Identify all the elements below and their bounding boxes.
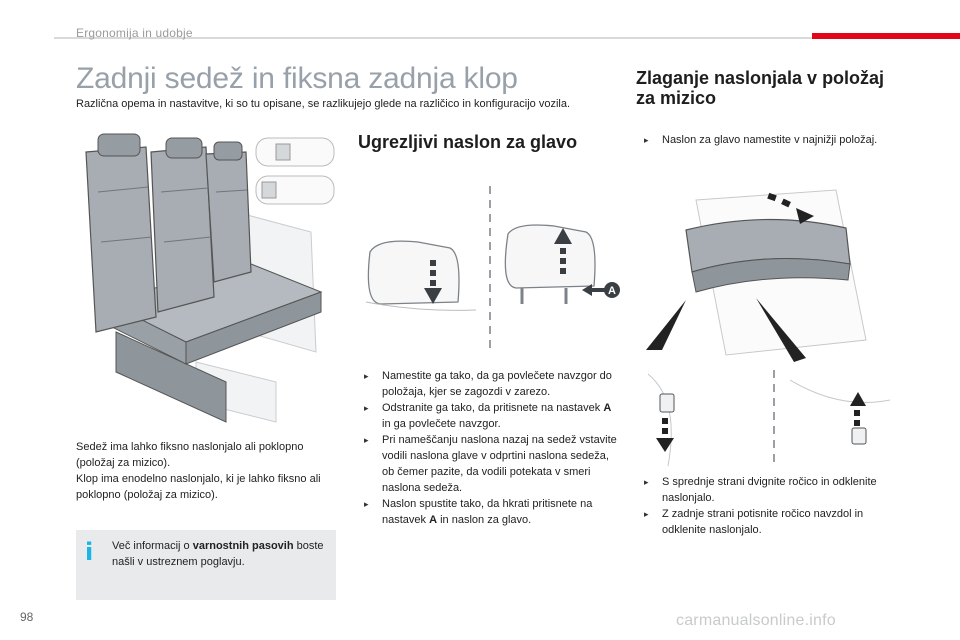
list-item (360, 400, 622, 432)
list-item: ▸ Z zadnje strani potisnite ročico navzdol in odklenite naslonjalo. (640, 506, 902, 538)
headrest-instructions (360, 368, 622, 528)
list-item-text: Naslon spustite tako, da hkrati pritisnete na nastavek (382, 498, 593, 526)
seat-description-line-2: Klop ima enodelno naslonjalo, ki je lahko fiksno ali poklopno (položaj za mizico). (76, 473, 321, 501)
headrest-illustration (358, 182, 622, 358)
list-item-text: Odstranite ga tako, da pritisnete na nastavek (382, 402, 604, 414)
list-item-emphasis: A (429, 514, 438, 526)
list-item-text-end: in naslon za glavo. (437, 514, 532, 526)
info-box (76, 530, 336, 600)
van-configuration-icons (252, 134, 338, 210)
table-position-step-list-bottom (640, 474, 902, 538)
info-text-pre: Več informacij o (112, 540, 193, 552)
folding-seat-illustration (636, 180, 902, 376)
header-accent-bar (812, 33, 960, 39)
table-position-step-list-top (640, 132, 890, 148)
seat-description-line-1: Sedež ima lahko fiksno naslonjalo ali poklopno (položaj za mizico). (76, 441, 304, 469)
headrest-heading: Ugrezljivi naslon za glavo (358, 132, 578, 152)
list-item-text: Pri nameščanju naslona nazaj na sedež vstavite vodili naslona glave v odprtini naslona sedeža, ob čemer pazite, da vodili potekata v smeri naslona sedeža. (382, 434, 617, 494)
list-item-emphasis: A (603, 402, 612, 414)
list-item (360, 368, 622, 400)
table-position-heading: Zlaganje naslonjala v položaj za mizico (636, 68, 885, 108)
info-text-post: boste našli v ustreznem poglavju. (112, 540, 324, 568)
watermark: carmanualsonline.info (676, 612, 836, 629)
seat-description (76, 439, 338, 503)
list-item-text: Namestite ga tako, da ga povlečete navzgor do položaja, kjer se zagozdi v zarezo. (382, 370, 612, 398)
list-item: ▸ Naslon za glavo namestite v najnižji položaj. (640, 132, 890, 148)
section-header: Ergonomija in udobje (76, 26, 193, 40)
lever-detail-illustration (640, 370, 902, 466)
list-item (360, 432, 622, 496)
list-item-text-end: in ga povlečete navzgor. (382, 418, 501, 430)
intro-text: Različna opema in nastavitve, ki so tu opisane, se razlikujejo glede na različico in konfiguracijo vozila. (76, 98, 571, 110)
info-text (112, 538, 327, 570)
page-number: 98 (20, 610, 34, 624)
label-a: A (608, 285, 616, 297)
info-text-link: varnostnih pasovih (192, 540, 294, 552)
list-item (360, 496, 622, 528)
page-title: Zadnji sedež in fiksna zadnja klop (76, 62, 518, 95)
info-icon: i (85, 538, 94, 566)
list-item: ▸ S sprednje strani dvignite ročico in odklenite naslonjalo. (640, 474, 902, 506)
